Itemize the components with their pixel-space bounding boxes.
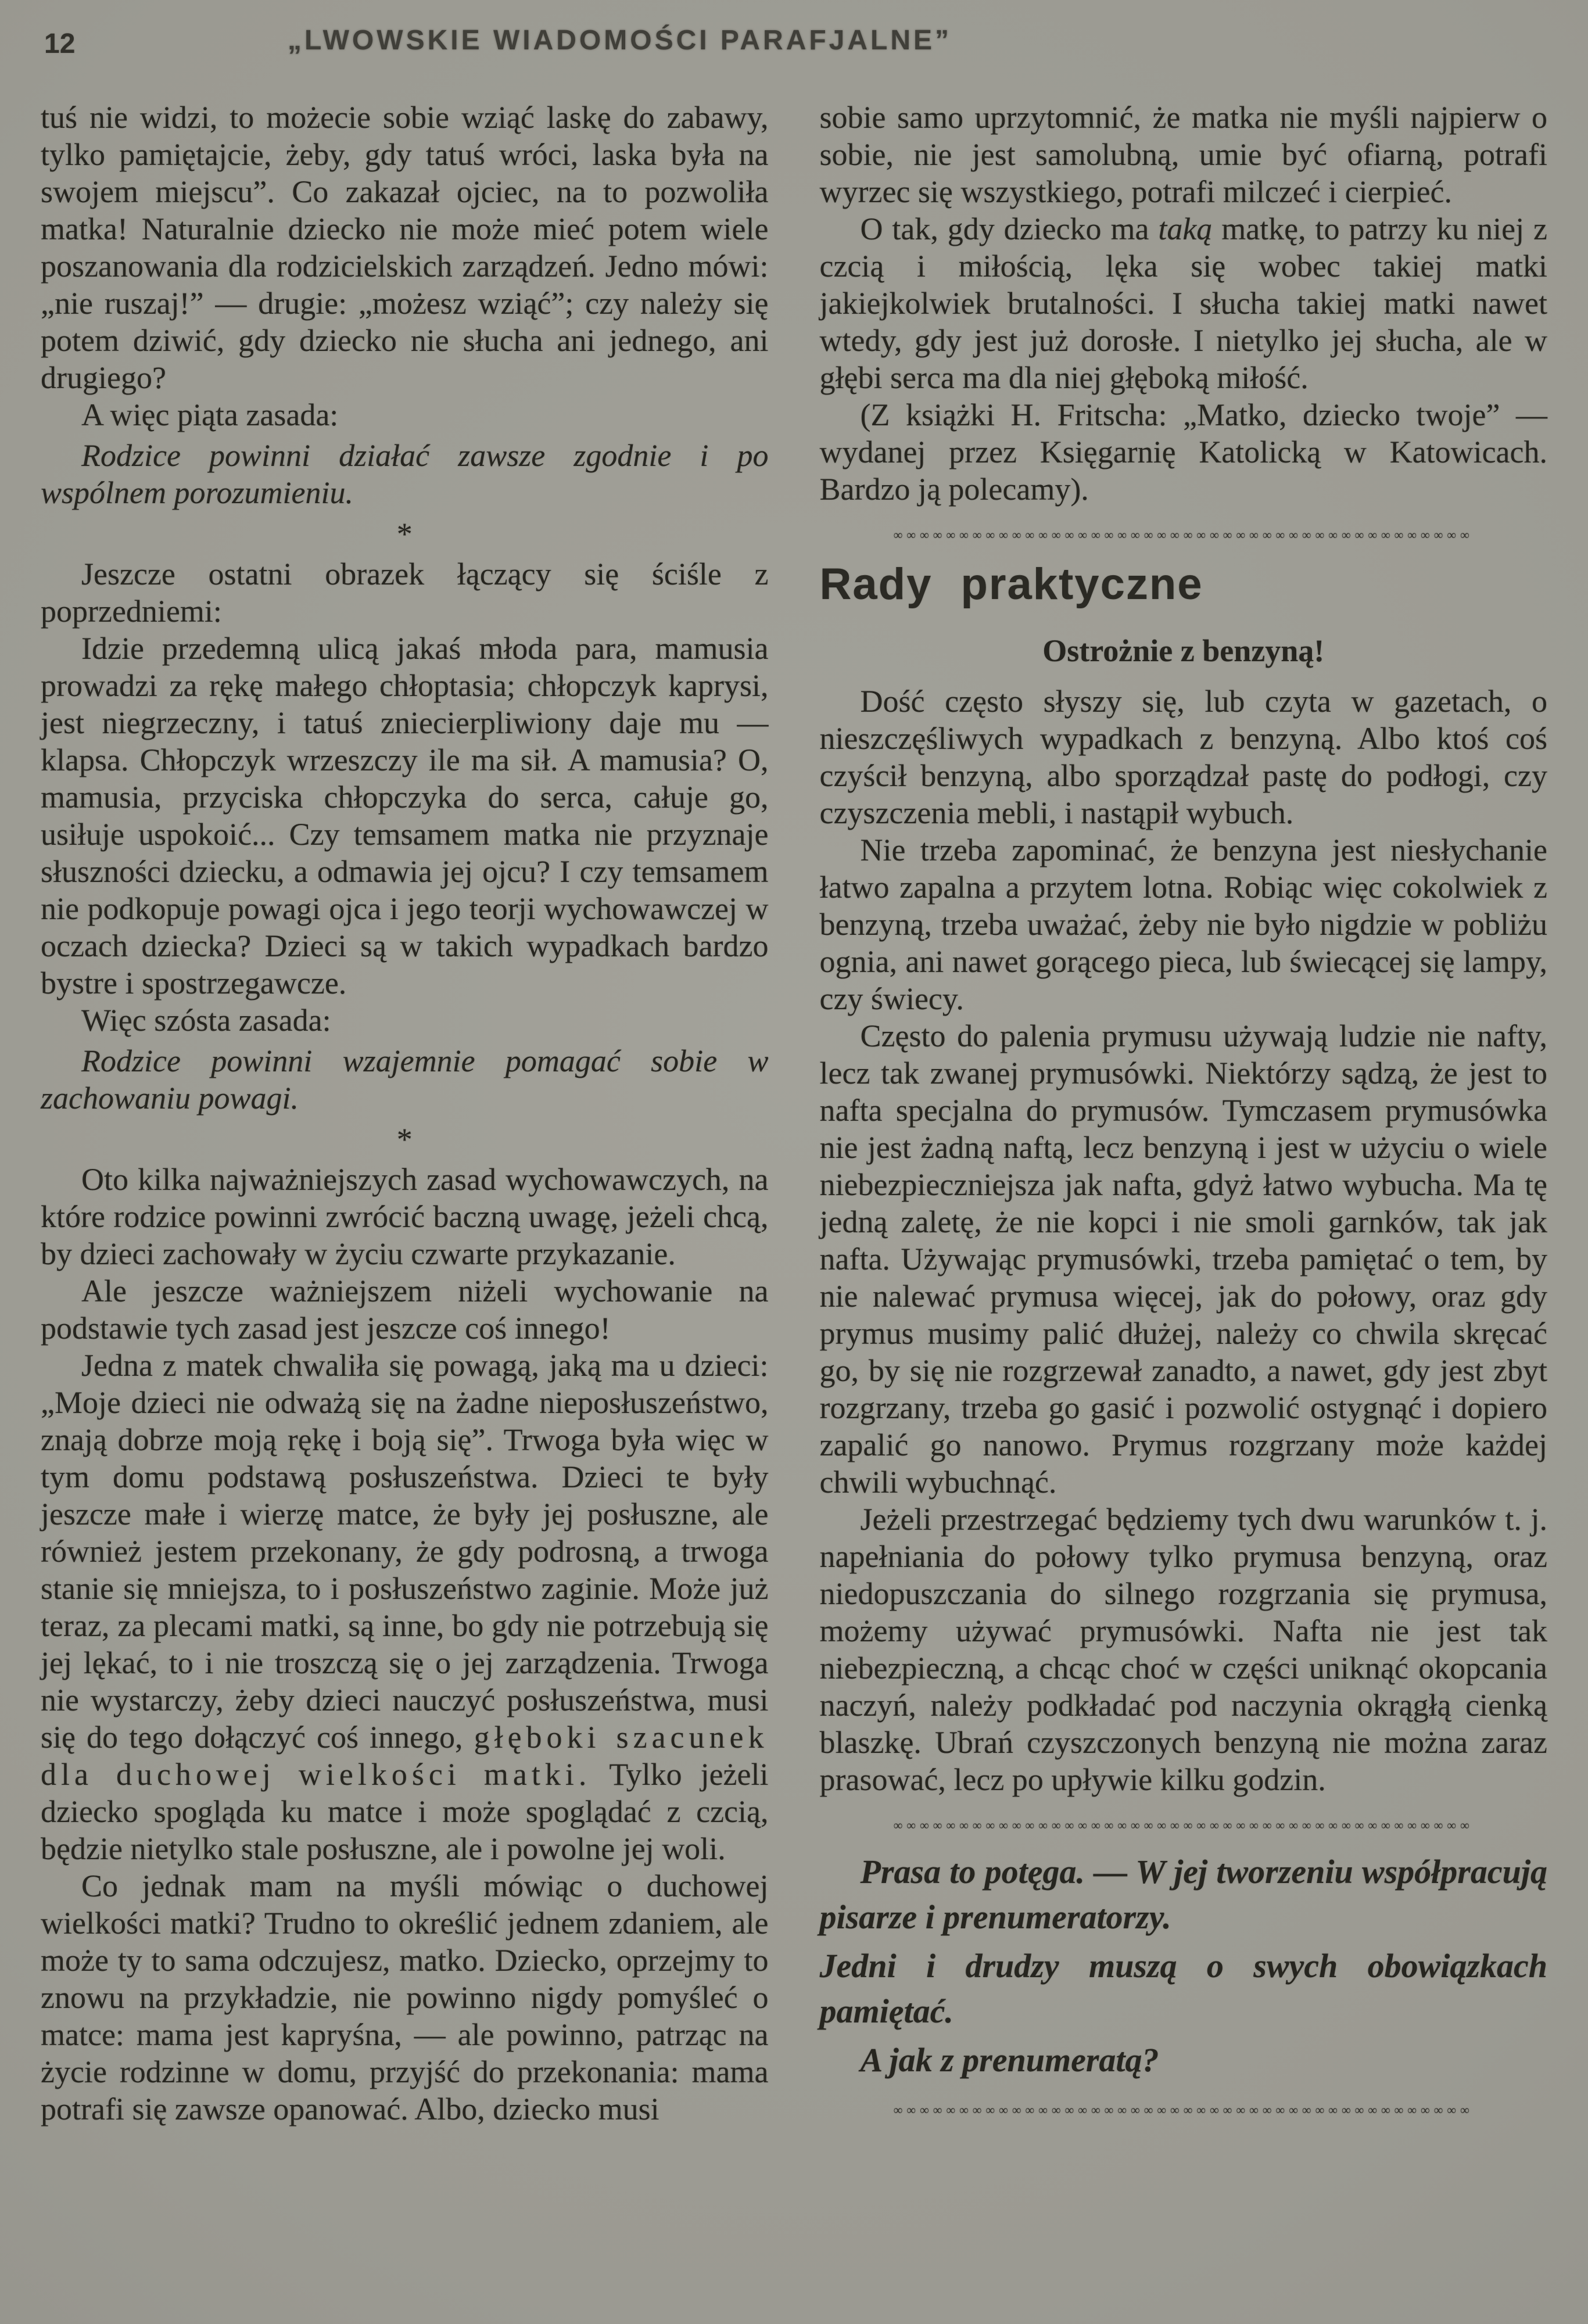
paragraph-text: Jedna z matek chwaliła się powagą, jaką ma u dzieci: „Moje dzieci nie odważą się na żadne nieposłuszeństwo, znają dobrze moją rękę i boją się”. Trwoga była więc w tym domu podstawą posłuszeństwa. Dzieci te były jeszcze małe i wierzę matce, że były jej posłuszne, ale również jestem przekonany, że gdy podrosną, a trwoga stanie się mniejsza, to i posłuszeństwo zaginie. Może już teraz, za plecami matki, są inne, bo gdy nie potrzebują się jej lękać, to i nie troszczą się o jej zarządzenia. Trwoga nie wystarczy, żeby dzieci nauczyć posłuszeństwa, musi się do tego dołączyć coś innego, xyxy=(41,1348,769,1755)
left-column xyxy=(41,99,769,2134)
page-header xyxy=(41,24,1547,71)
promo-paragraph: Jedni i drudzy muszą o swych obowiązkach pamiętać. xyxy=(819,1947,1547,2030)
paragraph-text: Tylko jeżeli dziecko spogląda ku matce i może spoglądać z czcią, będzie nietylko stale posłuszne, ale i powolne jej woli. xyxy=(41,1757,769,1866)
two-column-layout xyxy=(41,99,1547,2134)
paragraph: Jeżeli przestrzegać będziemy tych dwu warunków t. j. napełniania do połowy tylko prymusa benzyną, oraz niedopuszczania do silnego rozgrzania się prymusa, możemy używać prymusówki. Nafta nie jest tak niebezpieczną, a chcąc choć w części uniknąć okopcania naczyń, należy podkładać pod naczynia okrągłą cienką blaszkę. Ubrań czyszczonych benzyną nie można zaraz prasować, lecz po upływie kilku godzin. xyxy=(819,1502,1547,1797)
paragraph xyxy=(820,210,1548,396)
publication-title: „LWOWSKIE WIADOMOŚCI PARAFJALNE” xyxy=(287,25,952,56)
paragraph: Co jednak mam na myśli mówiąc o duchowej wielkości matki? Trudno to określić jednem zdaniem, ale może ty to sama odczujesz, matko. Dziecko, oprzejmy to znowu na przykładzie, nie powinno nigdy pomyśleć o matce: mama jest kapryśna, — ale powinno, patrząc na życie rodzinne w domu, przyjść do przekonania: mama potrafi się zawsze opanować. Albo, dziecko musi xyxy=(41,1868,769,2126)
paragraph: Ale jeszcze ważniejszem niżeli wychowanie na podstawie tych zasad jest jeszcze coś innego! xyxy=(41,1274,769,1346)
asterisk-separator: * xyxy=(396,517,413,551)
ornament-divider: ∞∞∞∞∞∞∞∞∞∞∞∞∞∞∞∞∞∞∞∞∞∞∞∞∞∞∞∞∞∞∞∞∞∞∞∞∞∞∞∞∞∞∞∞ xyxy=(893,1818,1474,1832)
paragraph: Nie trzeba zapominać, że benzyna jest niesłychanie łatwo zapalna a przytem lotna. Robiąc więc cokolwiek z benzyną, trzeba uważać, żeby nie było nigdzie w pobliżu ognia, ani nawet gorącego pieca, lub świecącej się lampy, czy świecy. xyxy=(819,833,1547,1016)
paragraph: Często do palenia prymusu używają ludzie nie nafty, lecz tak zwanej prymusówki. Niektórzy sądzą, że jest to nafta specjalna do prymusów. Tymczasem prymusówka nie jest żadną naftą, lecz benzyną i jest w użyciu o wiele niebezpieczniejsza jak nafta, gdyż łatwo wybucha. Ma tę jedną zaletę, że nie kopci i nie smoli garnków, tak jak nafta. Używając prymusówki, trzeba pamiętać o tem, by nie nalewać prymusa więcej, jak do połowy, oraz gdy prymus musimy palić dłużej, należy co chwila skręcać go, by się nie rozgrzewał zanadto, a nawet, gdy jest zbyt rozgrzany, trzeba go gasić i pozwolić ostygnąć i dopiero zapalić go nanowo. Prymus rozgrzany może każdej chwili wybuchnąć. xyxy=(819,1018,1547,1500)
continued-paragraph: sobie samo uprzytomnić, że matka nie myśli najpierw o sobie, nie jest samolubną, umie być ofiarną, potrafi wyrzec się wszystkiego, potrafi milczeć i cierpieć. xyxy=(819,100,1547,209)
continued-paragraph: tuś nie widzi, to możecie sobie wziąć laskę do zabawy, tylko pamiętajcie, żeby, gdy tatuś wróci, laska była na swojem miejscu”. Co zakazał ojciec, na to pozwoliła matka! Naturalnie dziecko nie może mieć potem wiele poszanowania dla rodzicielskich zarządzeń. Jedno mówi: „nie ruszaj!” — drugie: „możesz wziąć”; czy należy się potem dziwić, gdy dziecko nie słucha ani jednego, ani drugiego? xyxy=(41,100,769,395)
paragraph: Jeszcze ostatni obrazek łączący się ściśle z poprzedniemi: xyxy=(41,557,769,629)
subscription-promo xyxy=(820,1849,1548,2083)
rule-emphasis-fifth: Rodzice powinni działać zawsze zgodnie i po wspólnem porozumieniu. xyxy=(41,438,769,510)
page-number: 12 xyxy=(44,28,76,59)
paragraph: Idzie przedemną ulicą jakaś młoda para, mamusia prowadzi za rękę małego chłoptasia; chłopczyk kaprysi, jest niegrzeczny, i tatuś zniecierpliwiony daje mu — klapsa. Chłopczyk wrzeszczy ile ma sił. A mamusia? O, mamusia, przyciska chłopczyka do serca, całuje go, usiłuje uspokoić... Czy temsamem matka nie przyznaje słuszności dziecku, a odmawia jej ojcu? I czy temsamem nie podkopuje powagi ojca i jego teorji wychowawczej w oczach dziecka? Dzieci są w takich wypadkach bardzo bystre i spostrzegawcze. xyxy=(41,631,769,1000)
promo-question: A jak z prenumeratą? xyxy=(860,2041,1159,2079)
paragraph-text: matkę, to patrzy ku niej z czcią i miłością, lęka się wobec takiej matki jakiejkolwiek brutalności. I słucha takiej matki nawet wtedy, gdy jest już dorosłe. I nietylko jej słucha, ale w głębi serca ma dla niej głęboką miłość. xyxy=(819,211,1547,395)
paragraph-text: O tak, gdy dziecko ma xyxy=(860,211,1159,246)
emphasized-text: głęboki szacunek dla duchowej wielkości matki. xyxy=(41,1720,769,1792)
promo-paragraph: Prasa to potęga. — W jej tworzeniu współpracują pisarze i prenumeratorzy. xyxy=(819,1853,1547,1936)
article-title: Ostrożnie z benzyną! xyxy=(1042,633,1325,668)
right-column xyxy=(820,99,1548,2134)
paragraph: Więc szósta zasada: xyxy=(81,1003,331,1038)
paragraph: A więc piąta zasada: xyxy=(81,397,339,432)
book-reference: (Z książki H. Fritscha: „Matko, dziecko twoje” — wydanej przez Księgarnię Katolicką w Katowicach. Bardzo ją polecamy). xyxy=(819,397,1547,507)
paragraph xyxy=(41,1347,769,1867)
rule-emphasis-sixth: Rodzice powinni wzajemnie pomagać sobie w zachowaniu powagi. xyxy=(41,1043,769,1116)
paragraph: Oto kilka najważniejszych zasad wychowawczych, na które rodzice powinni zwrócić baczną uwagę, jeżeli chcą, by dzieci zachowały w życiu czwarte przykazanie. xyxy=(41,1162,769,1271)
paragraph: Dość często słyszy się, lub czyta w gazetach, o nieszczęśliwych wypadkach z benzyną. Albo ktoś coś czyścił benzyną, albo sporządzał pastę do podłogi, czy czyszczenia mebli, i nastąpił wybuch. xyxy=(819,684,1547,830)
section-heading: Rady praktyczne xyxy=(819,560,1203,609)
asterisk-separator: * xyxy=(396,1122,413,1157)
ornament-divider: ∞∞∞∞∞∞∞∞∞∞∞∞∞∞∞∞∞∞∞∞∞∞∞∞∞∞∞∞∞∞∞∞∞∞∞∞∞∞∞∞∞∞∞∞ xyxy=(893,528,1474,542)
emphasized-text: taką xyxy=(1158,211,1213,246)
ornament-divider: ∞∞∞∞∞∞∞∞∞∞∞∞∞∞∞∞∞∞∞∞∞∞∞∞∞∞∞∞∞∞∞∞∞∞∞∞∞∞∞∞∞∞∞∞ xyxy=(893,2103,1474,2117)
